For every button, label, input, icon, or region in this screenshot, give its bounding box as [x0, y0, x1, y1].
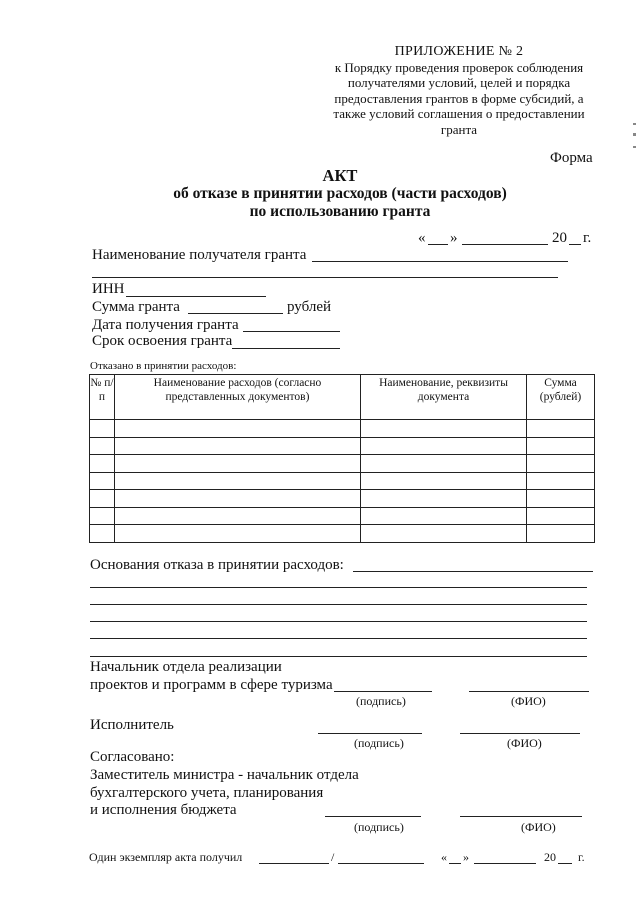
recipient-field[interactable]	[312, 261, 568, 262]
grant-sum-label: Сумма гранта	[92, 299, 180, 315]
reasons-line[interactable]	[90, 656, 587, 657]
head-title-line-2: проектов и программ в сфере туризма	[90, 677, 333, 693]
date-year-prefix: 20	[552, 230, 567, 246]
deputy-fio-caption: (ФИО)	[521, 820, 556, 834]
appendix-line-2: получателями условий, целей и порядка	[347, 75, 571, 90]
table-row	[90, 472, 595, 490]
receipt-fio-field[interactable]	[338, 863, 424, 864]
table-cell[interactable]	[361, 525, 527, 543]
head-fio-caption: (ФИО)	[511, 694, 546, 708]
table-row	[90, 490, 595, 508]
receipt-open-quote: «	[441, 850, 447, 864]
table-cell[interactable]	[527, 455, 595, 473]
reasons-label: Основания отказа в принятии расходов:	[90, 557, 344, 573]
reasons-line[interactable]	[90, 638, 587, 639]
appendix-title: ПРИЛОЖЕНИЕ № 2	[394, 44, 524, 59]
table-cell[interactable]	[527, 437, 595, 455]
date-open-quote: «	[418, 230, 426, 246]
table-cell[interactable]	[527, 472, 595, 490]
table-cell[interactable]	[115, 507, 361, 525]
header-number: № п/ п	[90, 375, 115, 420]
table-cell[interactable]	[115, 490, 361, 508]
table-cell[interactable]	[527, 525, 595, 543]
table-cell[interactable]	[527, 490, 595, 508]
expenses-table	[89, 374, 595, 543]
deputy-title-line-2: бухгалтерского учета, планирования	[90, 785, 324, 801]
act-title: АКТ	[322, 166, 358, 185]
period-label: Срок освоения гранта	[92, 333, 233, 349]
header-document: Наименование, реквизиты документа	[361, 375, 527, 420]
executor-label: Исполнитель	[90, 717, 174, 733]
table-cell[interactable]	[361, 472, 527, 490]
form-label: Форма	[550, 150, 593, 166]
table-row	[90, 507, 595, 525]
table-cell[interactable]	[361, 507, 527, 525]
executor-fio-caption: (ФИО)	[507, 736, 542, 750]
deputy-title-line-3: и исполнения бюджета	[90, 802, 237, 818]
deputy-fio-field[interactable]	[460, 816, 582, 817]
table-cell[interactable]	[115, 455, 361, 473]
deputy-signature-field[interactable]	[325, 816, 421, 817]
executor-signature-field[interactable]	[318, 733, 422, 734]
table-caption: Отказано в принятии расходов:	[90, 360, 237, 372]
deputy-signature-caption: (подпись)	[354, 820, 404, 834]
table-cell[interactable]	[361, 420, 527, 438]
table-cell[interactable]	[361, 455, 527, 473]
appendix-line-3: предоставления грантов в форме субсидий, а	[334, 90, 584, 106]
date-year-field[interactable]	[569, 244, 581, 245]
table-cell[interactable]	[90, 437, 115, 455]
executor-fio-field[interactable]	[460, 733, 580, 734]
head-signature-field[interactable]	[334, 691, 432, 692]
appendix-block	[318, 44, 600, 137]
receipt-year-field[interactable]	[558, 863, 572, 864]
date-month-field[interactable]	[462, 244, 548, 245]
head-fio-field[interactable]	[469, 691, 589, 692]
table-cell[interactable]	[115, 525, 361, 543]
rubles-label: рублей	[287, 299, 332, 315]
table-cell[interactable]	[90, 507, 115, 525]
receipt-month-field[interactable]	[474, 863, 536, 864]
reasons-line[interactable]	[90, 621, 587, 622]
receipt-day-field[interactable]	[449, 863, 461, 864]
date-year-suffix: г.	[583, 230, 592, 246]
appendix-line-5: гранта	[440, 121, 478, 137]
table-cell[interactable]	[90, 420, 115, 438]
receipt-label: Один экземпляр акта получил	[89, 850, 243, 864]
table-row	[90, 437, 595, 455]
receipt-close-quote: »	[463, 850, 469, 864]
header-sum: Сумма (рублей)	[527, 375, 595, 420]
recipient-label: Наименование получателя гранта	[92, 247, 307, 263]
scan-mark	[633, 146, 636, 148]
table-cell[interactable]	[115, 472, 361, 490]
table-cell[interactable]	[90, 455, 115, 473]
recipient-field-line-2[interactable]	[92, 277, 558, 278]
scan-mark	[633, 123, 636, 125]
reasons-line[interactable]	[90, 587, 587, 588]
appendix-line-1: к Порядку проведения проверок соблюдения	[334, 59, 584, 75]
receipt-signature-field[interactable]	[259, 863, 329, 864]
agreed-label: Согласовано:	[90, 749, 175, 765]
date-day-field[interactable]	[428, 244, 448, 245]
head-title-line-1: Начальник отдела реализации	[90, 659, 282, 675]
table-row	[90, 420, 595, 438]
period-field[interactable]	[232, 348, 340, 349]
table-row	[90, 455, 595, 473]
deputy-title-line-1: Заместитель министра - начальник отдела	[90, 767, 359, 783]
appendix-line-4: также условий соглашения о предоставлении	[333, 106, 585, 121]
reasons-line[interactable]	[90, 604, 587, 605]
table-cell[interactable]	[115, 437, 361, 455]
act-subtitle-1: об отказе в принятии расходов (части расходов)	[173, 185, 507, 202]
table-cell[interactable]	[90, 472, 115, 490]
table-row	[90, 525, 595, 543]
receipt-year-prefix: 20	[544, 850, 556, 864]
inn-field[interactable]	[126, 296, 266, 297]
inn-label: ИНН	[92, 281, 125, 297]
table-cell[interactable]	[527, 420, 595, 438]
receipt-year-suffix: г.	[578, 850, 585, 864]
table-cell[interactable]	[527, 507, 595, 525]
executor-signature-caption: (подпись)	[354, 736, 404, 750]
table-cell[interactable]	[90, 490, 115, 508]
date-received-field[interactable]	[243, 331, 340, 332]
act-subtitle-2: по использованию гранта	[249, 203, 431, 220]
table-cell[interactable]	[361, 490, 527, 508]
head-signature-caption: (подпись)	[356, 694, 406, 708]
grant-sum-field[interactable]	[188, 313, 283, 314]
date-received-label: Дата получения гранта	[92, 317, 239, 333]
receipt-slash: /	[331, 850, 335, 864]
scan-mark	[633, 133, 636, 136]
date-close-quote: »	[450, 230, 458, 246]
reasons-field[interactable]	[353, 571, 593, 572]
header-expense-name: Наименование расходов (согласно представленных документов)	[115, 375, 361, 420]
table-cell[interactable]	[361, 437, 527, 455]
table-cell[interactable]	[115, 420, 361, 438]
table-cell[interactable]	[90, 525, 115, 543]
